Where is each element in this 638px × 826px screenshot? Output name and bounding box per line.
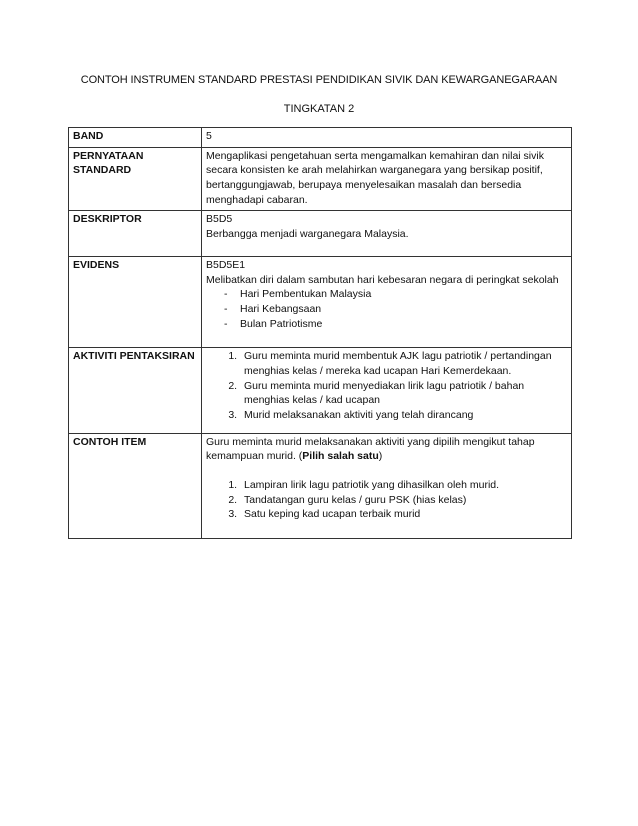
contoh-list [206,478,567,522]
row-evidens [69,256,572,347]
aktiviti-list [206,349,567,422]
evidens-label: EVIDENS [69,256,202,347]
band-value: 5 [202,128,572,148]
evidens-value: Melibatkan diri dalam sambutan hari kebesaran negara di peringkat sekolah [206,273,559,286]
pernyataan-label [69,147,202,211]
evidens-cell [202,256,572,347]
aktiviti-item: 1. Guru meminta murid membentuk AJK lagu patriotik / pertandingan menghias kelas / mereka kad ucapan Hari Kemerdekaan. [240,349,567,378]
evidens-item: - Hari Kebangsaan [224,302,567,317]
contoh-intro-emphasis: Pilih salah satu [302,450,379,463]
evidens-code: B5D5E1 [206,258,246,271]
aktiviti-cell [202,348,572,433]
evidens-item: - Bulan Patriotisme [224,317,567,332]
evidens-list [206,287,567,331]
deskriptor-cell [202,211,572,256]
deskriptor-label: DESKRIPTOR [69,211,202,256]
deskriptor-value: Berbangga menjadi warganegara Malaysia. [206,228,409,241]
pernyataan-value: Mengaplikasi pengetahuan serta mengamalkan kemahiran dan nilai sivik secara konsisten ke arah melahirkan warganegara yang bersikap positif, bertanggungjawab, berupaya menyelesaikan masalah dan bersedia menghadapi cabaran. [202,147,572,211]
document-title: CONTOH INSTRUMEN STANDARD PRESTASI PENDIDIKAN SIVIK DAN KEWARGANEGARAAN [80,74,558,86]
contoh-intro-text: Guru meminta murid melaksanakan aktiviti yang dipilih mengikut tahap kemampuan murid. ( [206,435,535,463]
aktiviti-item: 2. Guru meminta murid menyediakan lirik lagu patriotik / bahan menghias kelas / kad ucapan [240,379,567,408]
document-subtitle: TINGKATAN 2 [283,103,355,115]
row-pernyataan-standard [69,147,572,211]
contoh-intro [206,435,567,464]
rubric-table [68,127,572,539]
row-band [69,128,572,148]
pernyataan-label-line1: PERNYATAAN [73,149,144,162]
contoh-label: CONTOH ITEM [69,433,202,538]
contoh-intro-end: ) [378,450,383,463]
aktiviti-label: AKTIVITI PENTAKSIRAN [69,348,202,433]
deskriptor-code: B5D5 [206,213,233,226]
row-contoh-item [69,433,572,538]
contoh-item: 1. Lampiran lirik lagu patriotik yang dihasilkan oleh murid. [240,478,567,493]
contoh-item: 3. Satu keping kad ucapan terbaik murid [240,507,567,522]
contoh-spacer [206,464,567,478]
evidens-item: - Hari Pembentukan Malaysia [224,287,567,302]
pernyataan-label-line2: STANDARD [73,164,132,177]
band-label: BAND [69,128,202,148]
contoh-cell [202,433,572,538]
row-aktiviti-pentaksiran [69,348,572,433]
row-deskriptor [69,211,572,256]
aktiviti-item: 3. Murid melaksanakan aktiviti yang telah dirancang [240,408,567,423]
contoh-item: 2. Tandatangan guru kelas / guru PSK (hias kelas) [240,493,567,508]
